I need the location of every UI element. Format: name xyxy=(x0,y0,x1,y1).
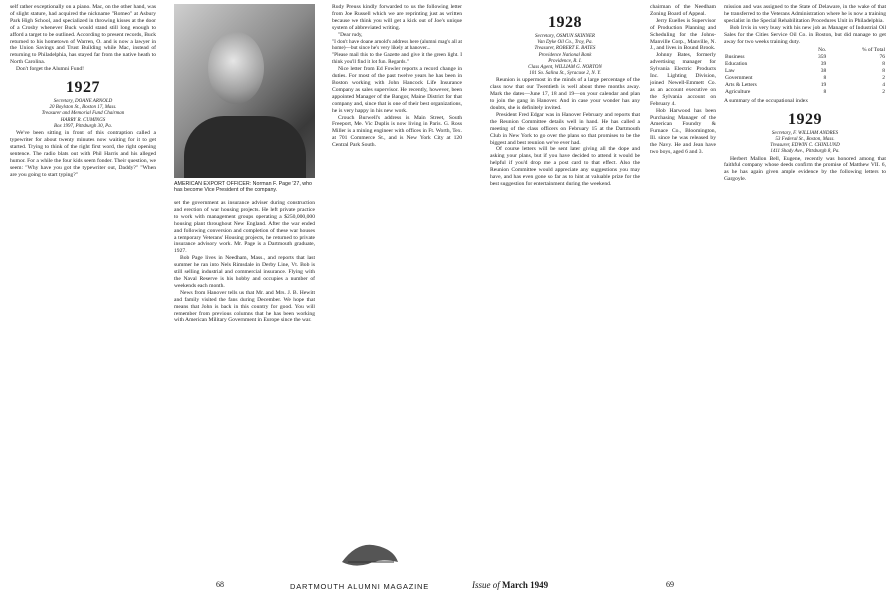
article-text: set the government as insurance adviser during construction and erection of war housing projects. He left private practice to work with management groups operating a $250,000,000 housing plant throughout New England. After the war ended and following conversion and completion of these war houses a temporary Veterans' Housing projects, he returned to private insurance advisory work. Mr. Page is a Dartmouth graduate, 1927. xyxy=(174,200,315,255)
article-text: Bob Page lives in Needham, Mass., and reports that last summer he ran into Nels Rimsdale in Derby Line, Vt. Bob is still selling industrial and commercial insurance. Flying with the Naval Reserve is his hobby and occupies a number of weekends each month. xyxy=(174,255,315,289)
right-page-column-1 xyxy=(490,4,640,572)
article-text: A summary of the occupational index xyxy=(724,97,809,104)
table-header: No. xyxy=(818,47,827,54)
article-text: Bob Irvis in very busy with his new job as Manager of Industrial Oil Sales for the Cities Service Oil Co. in Boston, but did manage to get away for two weeks training duty. xyxy=(724,24,886,45)
magazine-title: DARTMOUTH ALUMNI MAGAZINE xyxy=(290,582,430,591)
issue-month: March 1949 xyxy=(502,580,549,590)
table-row: Arts & Letters 19 4 xyxy=(725,81,885,88)
table-row: Law 38 8 xyxy=(725,68,885,75)
page-number-right: 69 xyxy=(666,580,674,589)
article-text: Herbert Mallon Bell, Eugene, recently was honored among that faithful company whose deeds confirm the promise of Matthew VII. 6, as he has again given ample evidence by the following letters to Gargoyle. xyxy=(724,155,886,183)
issue-label: Issue of March 1949 xyxy=(472,580,549,590)
article-text: President Fred Edgar was in Hanover February and reports that the Reunion Committee details well in hand. He has called a meeting of the class officers on February 15 at the Dartmouth Club in New York to go over the plans so that promises to be the biggest and best reunion we've ever had. xyxy=(490,111,640,146)
table-row: Government 8 2 xyxy=(725,75,885,82)
article-text: Nice letter from Ed Fowler reports a record change in duties. For most of the past twelve years he has been in Boston working with John Hancock Life Insurance Company as sales supervisor. He recently, however, been appointed Manager of the Bangor, Maine District for that company and, since that is one of their best organizations, he is very happy in his new work. xyxy=(332,66,462,114)
left-page-column-1 xyxy=(10,4,156,572)
class-officers: Secretary, DOANE ARNOLD 20 Boylston St., Boston 17, Mass. Treasurer and Memorial Fund Chairman HARRY R. CUMINGS Box 1997, Pittsburgh 30, Pa. xyxy=(41,99,125,129)
table-row: Education 39 8 xyxy=(725,61,885,68)
letter-text: "Dear rudy, "I don't have doane arnold's address here (alumni mag's all at home)—but since he's very likely at hanover... "Please mail this to the Gazette and give it the green light. I think you'll find it lot fun. Regards." xyxy=(332,31,462,66)
decorative-illustration xyxy=(338,532,402,572)
article-text: Hob Harwood has been Purchasing Manager of the American Foundry & Furnace Co., Bloomington, Ill. since he was released by the Navy. He and Jean have two boys, aged 6 and 3. xyxy=(650,107,716,156)
occupation-table xyxy=(724,47,886,95)
right-page-column-3 xyxy=(724,4,886,572)
article-text: We've been sitting in front of this contraption called a typewriter for about twenty minutes now waiting for it to get started. Trying to think of the right first word, the right opening sentence. The radio blats out with Phil Harris and his alleged humor. For a while the four kids seem fonder. Their question, we seem: "Why have you got the typewriter out, Daddy?" "When are you going to start typing?" xyxy=(10,130,156,178)
article-text: self rather exceptionally on a piano. Mac, on the other hand, was of slight stature, had acquired the nickname "Romeo" at Asbury Park High School, and specialized in throwing kisses at the door of a Crosby whenever Buck would stand still long enough to afford a target to be outlined. According to present records, Buck returned to his hometown of Warren, O. and is now a lawyer in the Union Savings and Trust Building while Mac, instead of returning to Philadelphia, has stayed far from the native heath to North Carolina. xyxy=(10,4,156,66)
article-text: mission and was assigned to the State of Delaware, in the wake of that he transferred to the Veterans Administration where he is now a training specialist in the Special Rehabilitation Procedures Unit in Philadelphia. xyxy=(724,4,886,24)
article-text: Crouch Burwell's address is Main Street, South Freeport, Me. Vic Duplis is now living in Paris. G. Ross Miller is a mining engineer with offices in Ft. Worth, Tex. at 701 Commerce St., and is New York City at 120 Central Park South. xyxy=(332,114,462,149)
table-row: Business 359 76 xyxy=(725,54,885,61)
article-text: Johnny Bates, formerly advertising manager for Sylvania Electric Products Inc. Lighting Division, joined Newell-Emmett Co. as an account executive on the Sylvania account on February 4. xyxy=(650,52,716,107)
class-year-heading: 1927 xyxy=(66,79,100,97)
table-header: % of Total xyxy=(861,47,885,54)
article-text: Of course letters will be sent later giving all the dope and asking your plans, but if you have decided to attend it would be helpful if you'd drop me a post card to that effect. Also the Reunion Committee would appreciate any suggestions you may have, and has even gone so far as to hint at valuable prize for the best suggestion for entertainment during the weekend. xyxy=(490,146,640,188)
article-text: chairman of the Needham Zoning Board of Appeal. xyxy=(650,4,716,17)
left-page-column-3 xyxy=(332,4,462,572)
article-text: Jerry Euelles is Supervisor of Production Planning and Scheduling for the Johns-Manville Corp., Manville, N. J., and lives in Bound Brook. xyxy=(650,17,716,52)
table-row: Agriculture 8 2 xyxy=(725,88,885,95)
class-officers: Secretary, F. WILLIAM ANDRES 53 Federal St., Boston, Mass. Treasurer, EDWIN C. CHINLUND 1411 Shady Ave., Pittsburgh 8, Pa. xyxy=(770,130,840,155)
right-page-column-2 xyxy=(650,4,716,572)
photo-caption: AMERICAN EXPORT OFFICER: Norman F. Page '27, who has become Vice President of the company. xyxy=(174,181,312,194)
article-text: News from Hanover tells us that Mr. and Mrs. J. B. Hewitt and family visited the fans during December. We hope that means that John is back in this country for good. You will remember from previous columns that he has been working with American Military Government in Europe since the war. xyxy=(174,289,315,324)
class-year-heading: 1929 xyxy=(788,110,822,128)
article-text: Don't forget the Alumni Fund! xyxy=(16,66,85,73)
left-page-column-2 xyxy=(174,200,315,572)
class-officers: Secretary, OSMUN SKINNER Van Dyke Oil Co., Troy, Pa. Treasurer, ROBERT E. BATES Providence National Bank Providence, R. I. Class Agent, WILLIAM G. NORTON 101 So. Salina St., Syracuse 2, N. Y. xyxy=(528,34,602,77)
page-number-left: 68 xyxy=(216,580,224,589)
portrait-photo xyxy=(174,4,315,178)
class-year-heading: 1928 xyxy=(548,14,582,31)
article-text: Reunion is uppermost in the minds of a large percentage of the class now that our Twentieth is well about three months away. Mark the dates—June 17, 18 and 19—on your calendar and plan to join the gang in Hanover. And in case your wonder has any doubts, she is definitely invited. xyxy=(490,77,640,112)
article-text: Rudy Preuss kindly forwarded to us the following letter from Joe Russell which we are reprinting just as written because we think you will get a kick out of Joe's unique system of abbreviated writing. xyxy=(332,4,462,31)
